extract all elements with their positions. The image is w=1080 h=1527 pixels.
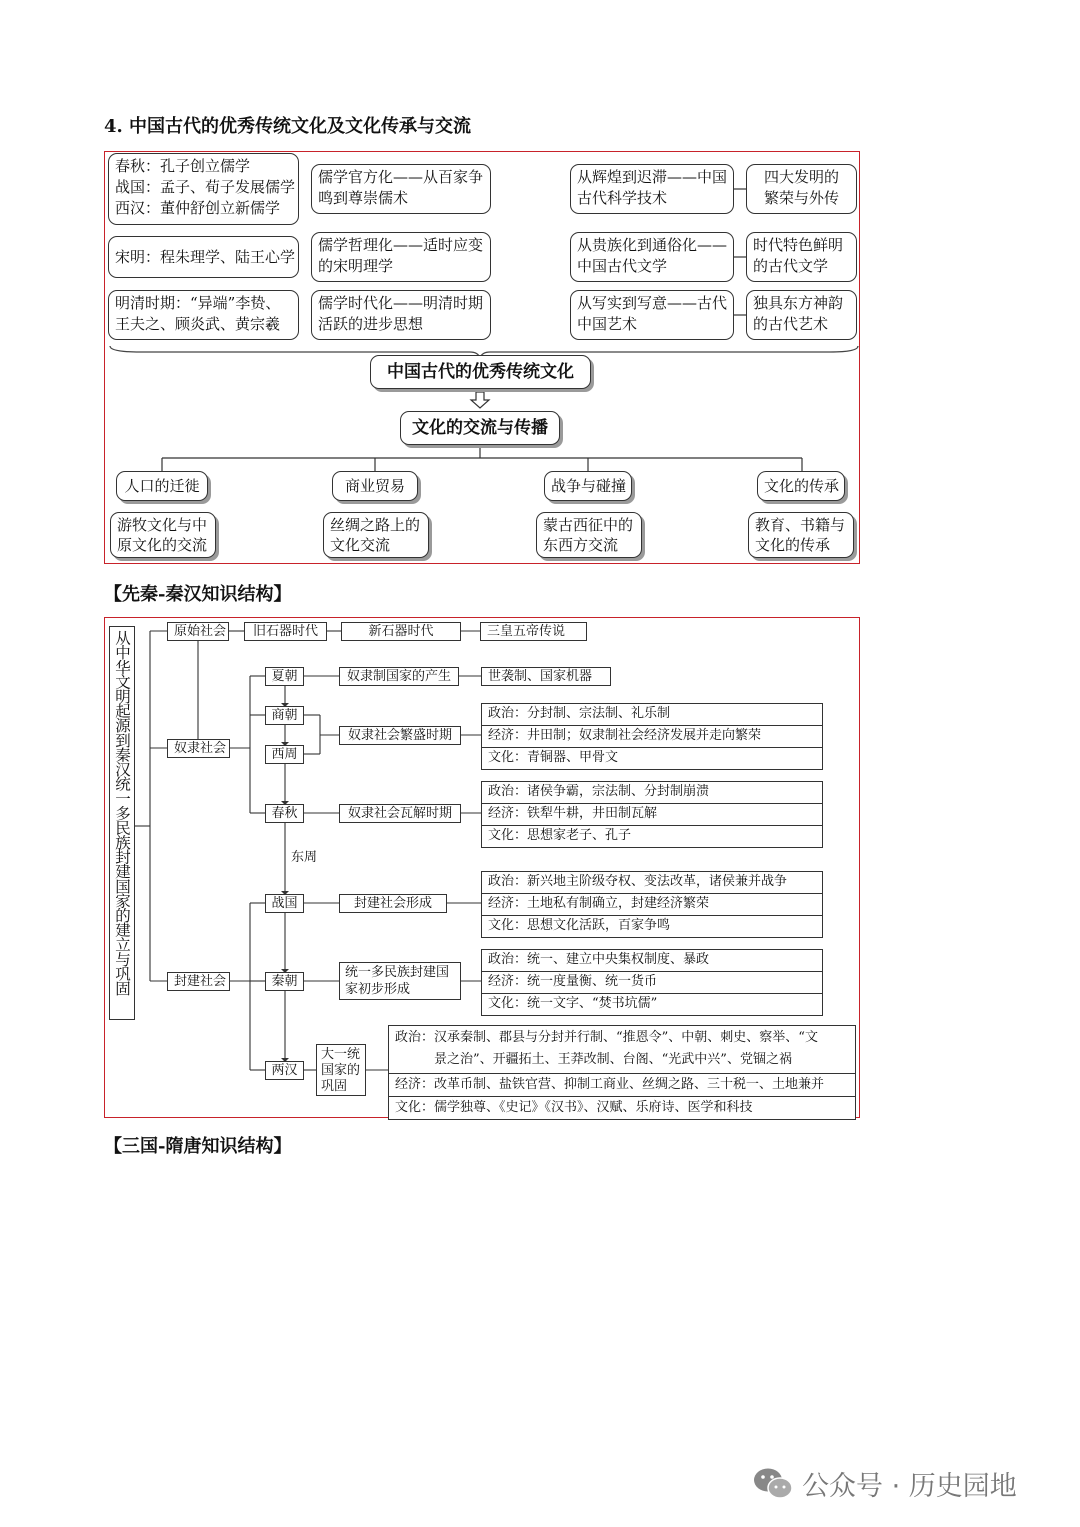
branch-label-war: 战争与碰撞 (544, 471, 632, 501)
section-title-suitang: 【三国-隋唐知识结构】 (104, 1136, 292, 1157)
confucianism-origin-box: 春秋：孔子创立儒学 战国：孟子、荀子发展儒学 西汉：董仲舒创立新儒学 (108, 153, 299, 225)
confucian-official-box: 儒学官方化——从百家争 鸣到尊崇儒术 (311, 164, 491, 214)
science-tech-box: 从辉煌到迟滞——中国 古代科学技术 (570, 164, 734, 214)
dynasty-chunqiu: 春秋 (265, 804, 304, 823)
ming-qing-box: 明清时期：“异端”李贽、 王夫之、顾炎武、黄宗羲 (108, 290, 299, 340)
detail-row: 政治：统一、建立中央集权制度、暴政 (481, 949, 823, 972)
era-literature-box: 时代特色鲜明 的古代文学 (746, 232, 857, 282)
four-inventions-box: 四大发明的 繁荣与外传 (746, 164, 857, 214)
branch-label-migration: 人口的迁徙 (116, 471, 208, 501)
dynasty-xizhou: 西周 (265, 745, 304, 764)
detail-row: 政治：分封制、宗法制、礼乐制 (481, 703, 823, 726)
dynasty-shang: 商朝 (265, 706, 304, 725)
xia-result: 世袭制、国家机器 (481, 667, 611, 686)
confucian-philosophy-box: 儒学哲理化——适时应变 的宋明理学 (311, 232, 491, 282)
detail-feudal-form (481, 871, 823, 938)
dynasty-xia: 夏朝 (265, 667, 304, 686)
detail-row: 经济：土地私有制确立，封建经济繁荣 (481, 894, 823, 916)
society-slave: 奴隶社会 (167, 739, 230, 758)
oriental-art-box: 独具东方神韵 的古代艺术 (746, 290, 857, 340)
stage-feudal-form: 封建社会形成 (339, 894, 447, 913)
stage-prosper: 奴隶社会繁盛时期 (339, 726, 461, 745)
section-title-qinhan: 【先秦-秦汉知识结构】 (104, 584, 292, 605)
branch-label-heritage: 文化的传承 (757, 471, 845, 501)
branch-detail-heritage: 教育、书籍与 文化的传承 (748, 512, 854, 558)
stage-xia: 奴隶制国家的产生 (339, 667, 459, 686)
detail-row: 文化：思想文化活跃，百家争鸣 (481, 916, 823, 938)
vertical-title-text: 从中华文明起源到秦汉统一多民族封建国家的建立与巩固 (113, 630, 131, 996)
confucian-modern-box: 儒学时代化——明清时期 活跃的进步思想 (311, 290, 491, 340)
society-primitive: 原始社会 (167, 622, 229, 641)
detail-row: 经济：改革币制、盐铁官营、抑制工商业、丝绸之路、三十税一、土地兼并 (388, 1074, 856, 1097)
detail-row: 经济：统一度量衡、统一货币 (481, 972, 823, 994)
center-sub-box: 文化的交流与传播 (400, 411, 560, 445)
branch-detail-war: 蒙古西征中的 东西方交流 (536, 512, 642, 558)
dynasty-zhanguo: 战国 (265, 894, 304, 913)
branch-detail-trade: 丝绸之路上的 文化交流 (323, 512, 429, 558)
dynasty-han: 两汉 (265, 1061, 304, 1080)
art-box: 从写实到写意——古代 中国艺术 (570, 290, 734, 340)
stage-unify: 统一多民族封建国 家初步形成 (339, 962, 461, 1000)
detail-row: 经济：井田制；奴隶制社会经济发展并走向繁荣 (481, 726, 823, 748)
neolithic-box: 新石器时代 (341, 622, 461, 641)
detail-row: 经济：铁犁牛耕，井田制瓦解 (481, 804, 823, 826)
paleolithic-box: 旧石器时代 (244, 622, 327, 641)
section-title: 4. 中国古代的优秀传统文化及文化传承与交流 (104, 116, 472, 137)
watermark (752, 1462, 1052, 1506)
dongzhou-label: 东周 (291, 850, 318, 865)
branch-detail-migration: 游牧文化与中 原文化的交流 (110, 512, 216, 558)
detail-row: 文化：统一文字、“焚书坑儒” (481, 994, 823, 1016)
society-feudal: 封建社会 (167, 972, 230, 991)
detail-row: 政治：汉承秦制、郡县与分封并行制、“推恩令”、中朝、刺史、察举、“文 景之治”、开疆拓土、王莽改制、台阁、“光武中兴”、党锢之祸 (388, 1025, 856, 1074)
detail-consolidate (388, 1025, 856, 1120)
watermark-text: 公众号 · 历史园地 (802, 1471, 1017, 1502)
wechat-icon (752, 1464, 796, 1504)
detail-decline (481, 781, 823, 848)
song-ming-box: 宋明：程朱理学、陆王心学 (108, 236, 299, 278)
literature-box: 从贵族化到通俗化—— 中国古代文学 (570, 232, 734, 282)
detail-row: 政治：新兴地主阶级夺权、变法改革，诸侯兼并战争 (481, 871, 823, 894)
legend-box: 三皇五帝传说 (480, 622, 587, 641)
dynasty-qin: 秦朝 (265, 972, 304, 991)
stage-decline: 奴隶社会瓦解时期 (339, 804, 461, 823)
detail-unify (481, 949, 823, 1016)
detail-row: 政治：诸侯争霸，宗法制、分封制崩溃 (481, 781, 823, 804)
detail-row: 文化：青铜器、甲骨文 (481, 748, 823, 770)
branch-label-trade: 商业贸易 (332, 471, 418, 501)
stage-consolidate: 大一统 国家的 巩固 (316, 1044, 366, 1096)
detail-prosper (481, 703, 823, 770)
detail-row: 文化：思想家老子、孔子 (481, 826, 823, 848)
detail-row: 文化：儒学独尊、《史记》《汉书》、汉赋、乐府诗、医学和科技 (388, 1097, 856, 1120)
center-main-box: 中国古代的优秀传统文化 (370, 355, 591, 389)
